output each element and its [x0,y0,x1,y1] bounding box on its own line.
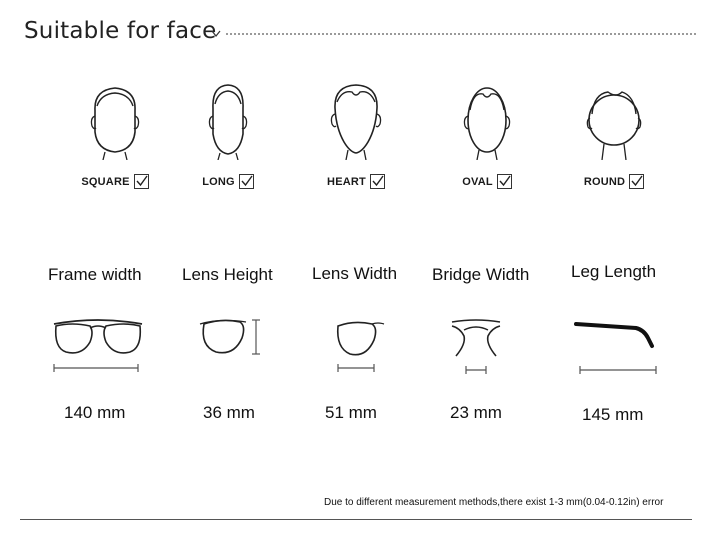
bottom-divider [20,519,692,520]
long-face-icon [198,80,258,160]
face-label-oval: OVAL [462,175,493,188]
measure-value-leg-length: 145 mm [582,405,644,424]
checkbox-oval [497,174,512,189]
face-shape-round [564,80,664,195]
face-label-heart: HEART [327,175,366,188]
measure-label-bridge-width: Bridge Width [432,265,530,284]
face-shape-oval [437,80,537,195]
face-shape-heart [306,80,406,195]
measure-value-lens-height: 36 mm [203,403,255,422]
square-face-icon [85,80,145,160]
measure-label-lens-height: Lens Height [182,265,273,284]
face-shape-long [178,80,278,195]
check-icon [240,175,253,188]
measure-label-lens-width: Lens Width [312,264,398,283]
checkbox-long [239,174,254,189]
leg-length-icon [574,318,662,376]
checkbox-round [629,174,644,189]
check-icon [371,175,384,188]
measure-label-leg-length: Leg Length [571,262,657,281]
chevron-down-icon [211,30,221,38]
section-header [24,14,696,50]
oval-face-icon [457,80,517,160]
face-label-square: SQUARE [81,175,130,188]
measure-label-frame-width: Frame width [48,265,142,284]
checkbox-square [134,174,149,189]
measure-value-frame-width: 140 mm [64,403,126,422]
measure-value-bridge-width: 23 mm [450,403,502,422]
dotted-divider [226,33,696,35]
section-title: Suitable for face [24,18,217,44]
face-label-long: LONG [202,175,235,188]
lens-width-icon [334,316,386,374]
lens-height-icon [198,314,268,360]
check-icon [135,175,148,188]
round-face-icon [584,80,644,160]
check-icon [498,175,511,188]
face-shape-square [65,80,165,195]
face-label-round: ROUND [583,175,626,188]
check-icon [630,175,643,188]
checkbox-heart [370,174,385,189]
frame-width-icon [52,318,144,374]
heart-face-icon [326,80,386,160]
bridge-width-icon [450,318,502,376]
measurement-error-note: Due to different measurement methods,there exist 1-3 mm(0.04-0.12in) error [324,497,664,508]
measure-value-lens-width: 51 mm [325,403,377,422]
